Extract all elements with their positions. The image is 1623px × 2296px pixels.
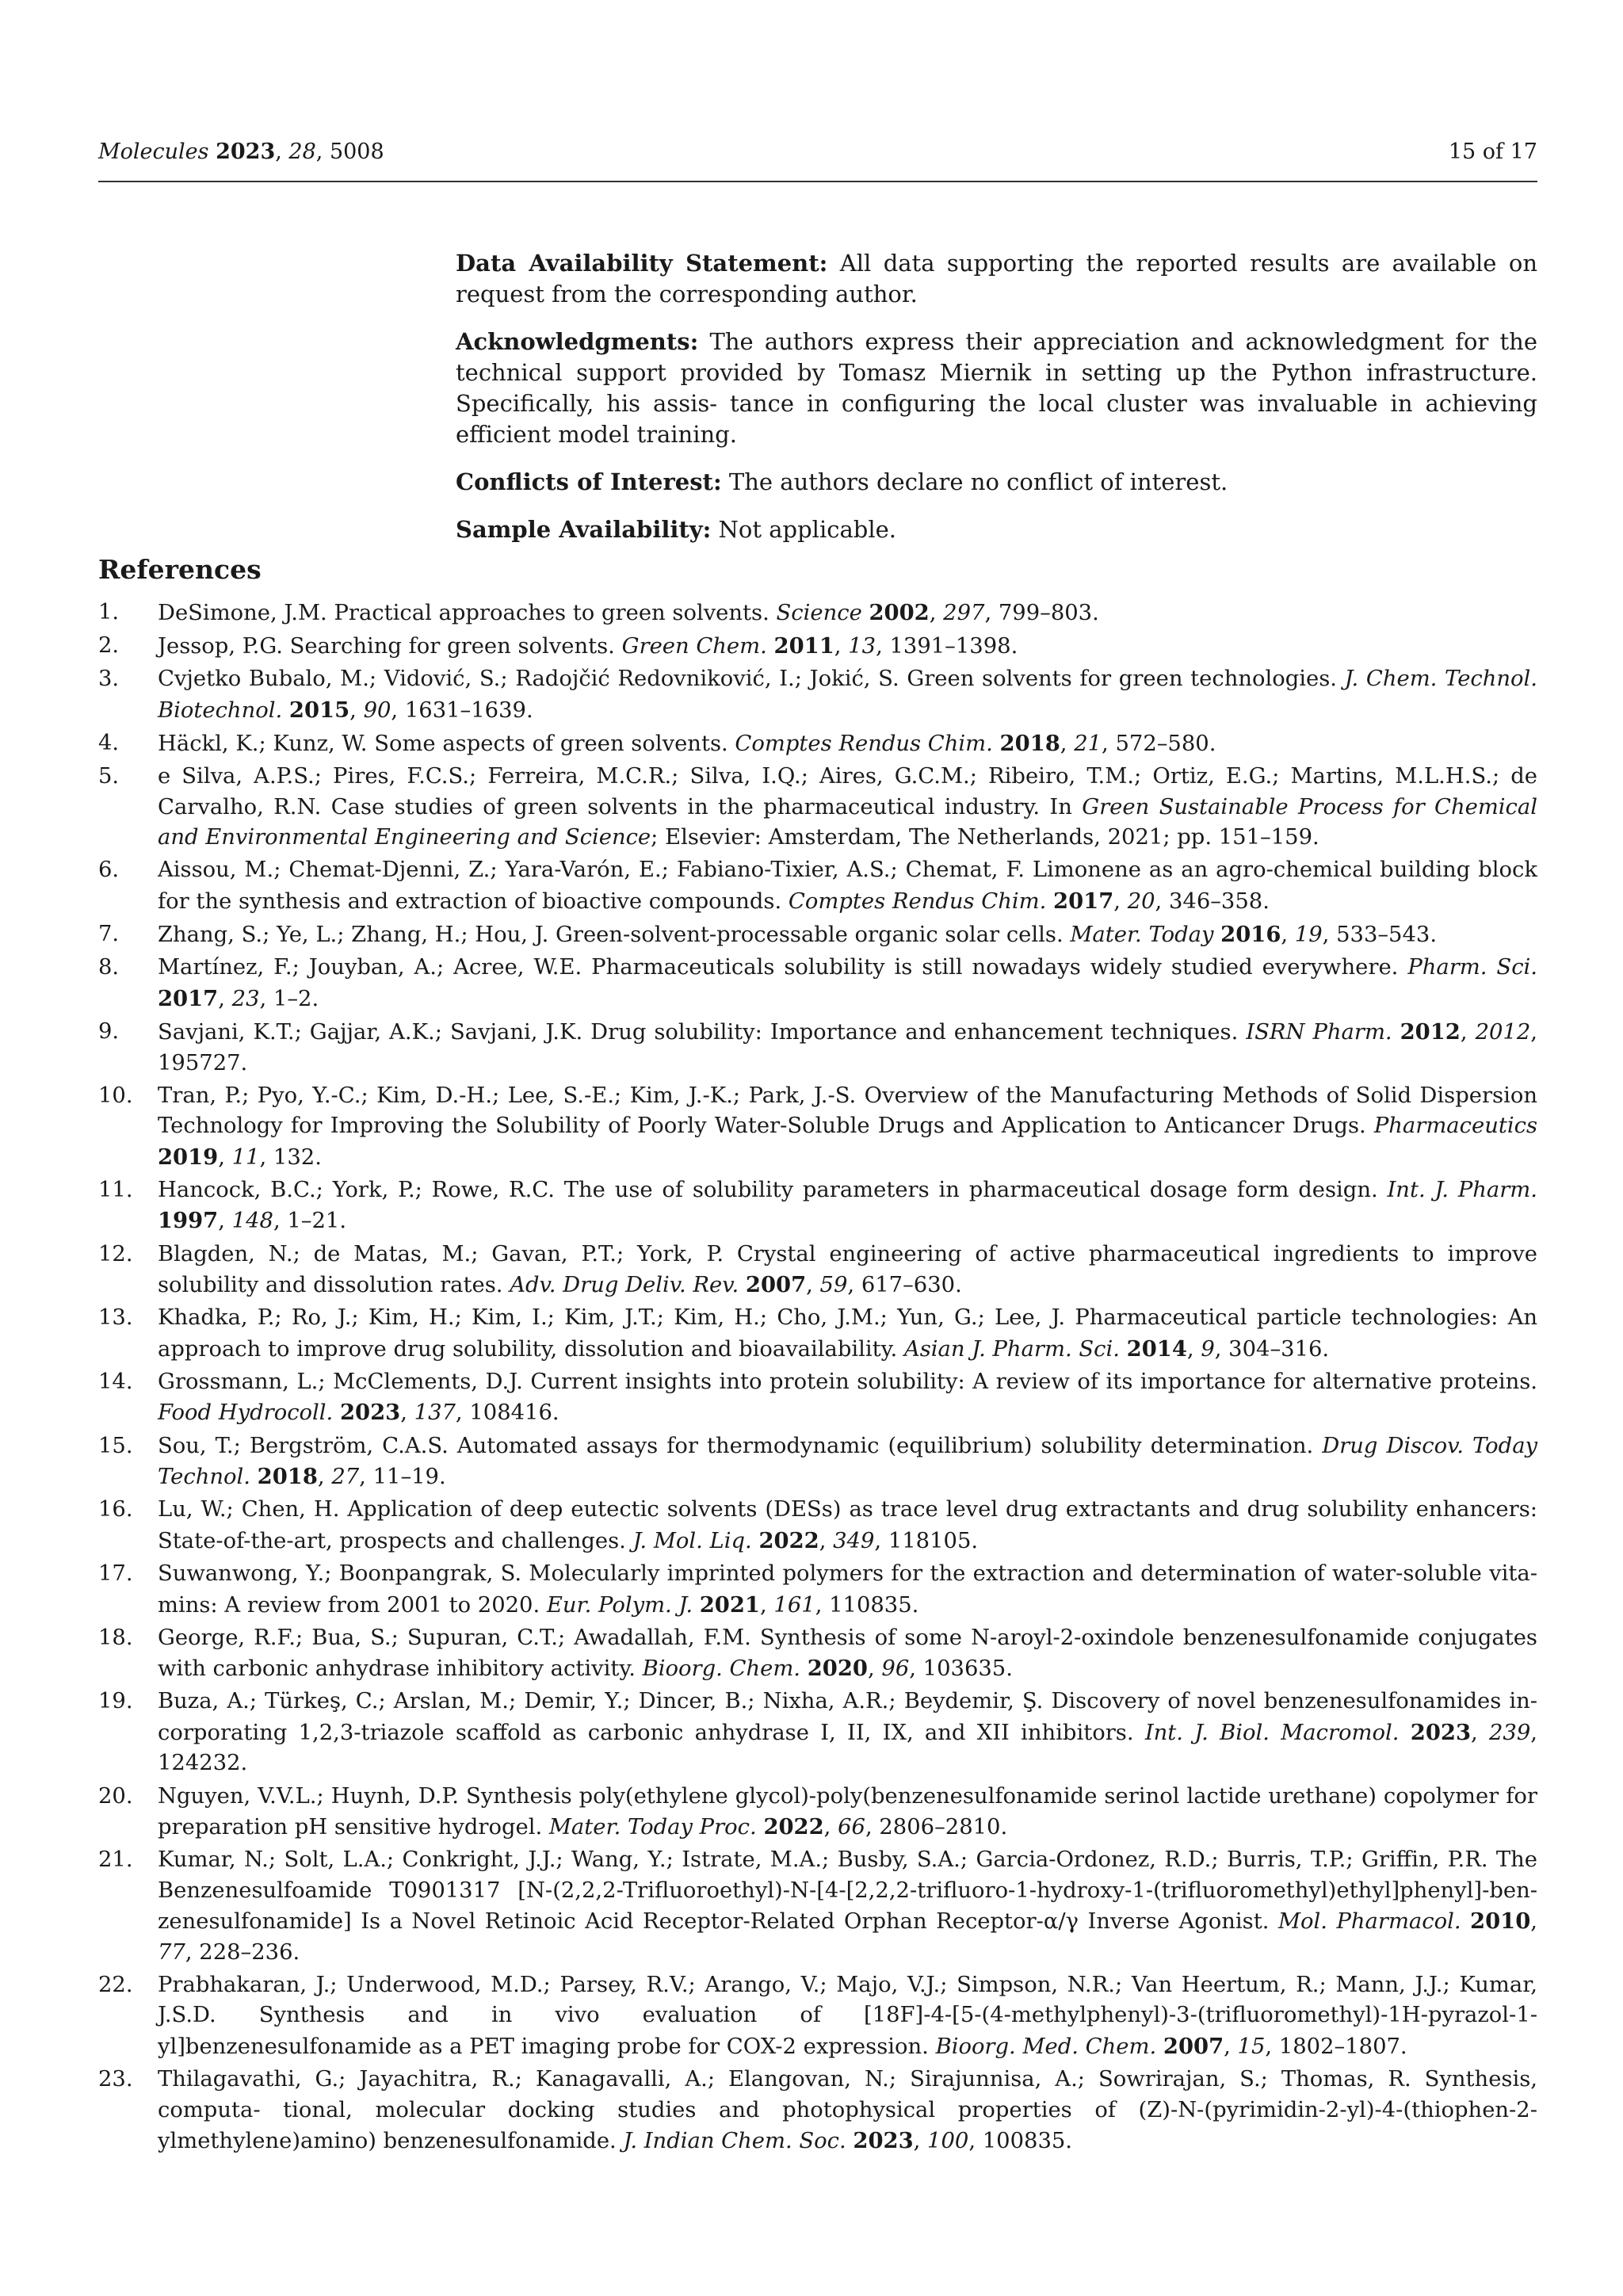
reference-number: 22. xyxy=(98,1972,133,1997)
reference-text: Aissou, M.; Chemat-Djenni, Z.; Yara-Varón, E.; Fabiano-Tixier, A.S.; Chemat, F. Limonene as an agro-chemical building block for the synthesis and extraction of bioactive compounds. Comptes Rendus Chim. 2017, 20, 346–358. xyxy=(158,858,1537,914)
reference-item xyxy=(98,855,1537,917)
reference-text: Buza, A.; Türkeş, C.; Arslan, M.; Demir, Y.; Dincer, B.; Nixha, A.R.; Beydemir, Ş. Discovery of novel benzenesulfonamides in- corporating 1,2,3-triazole scaffold as carbonic anhydrase I, II, IX, and XII inhibitors. Int. J. Biol. Macromol. 2023, 239, 124232. xyxy=(158,1689,1537,1776)
reference-item xyxy=(98,1559,1537,1621)
reference-item xyxy=(98,762,1537,854)
reference-item xyxy=(98,919,1537,951)
statement-paragraph xyxy=(456,248,1537,310)
reference-number: 20. xyxy=(98,1783,133,1809)
reference-number: 2. xyxy=(98,633,120,659)
reference-item xyxy=(98,1175,1537,1237)
reference-number: 17. xyxy=(98,1561,133,1586)
reference-number: 13. xyxy=(98,1305,133,1331)
reference-number: 10. xyxy=(98,1083,133,1108)
reference-number: 1. xyxy=(98,600,120,625)
reference-number: 12. xyxy=(98,1241,133,1266)
reference-text: e Silva, A.P.S.; Pires, F.C.S.; Ferreira, M.C.R.; Silva, I.Q.; Aires, G.C.M.; Ribeiro, T.M.; Ortiz, E.G.; Martins, M.L.H.S.; de Carvalho, R.N. Case studies of green solvents in the pharmaceutical industry. In Green Sustainable Process for Chemical and Environmental Engineering and Science; Elsevier: Amsterdam, The Netherlands, 2021; pp. 151–159. xyxy=(158,764,1537,850)
reference-item xyxy=(98,1431,1537,1493)
reference-number: 9. xyxy=(98,1019,120,1044)
reference-text: Blagden, N.; de Matas, M.; Gavan, P.T.; York, P. Crystal engineering of active pharmaceutical ingredients to improve solubility and dissolution rates. Adv. Drug Deliv. Rev. 2007, 59, 617–630. xyxy=(158,1241,1537,1298)
reference-text: Prabhakaran, J.; Underwood, M.D.; Parsey, R.V.; Arango, V.; Majo, V.J.; Simpson, N.R.; Van Heertum, R.; Mann, J.J.; Kumar, J.S.D. Synthesis and in vivo evaluation of [18F]-4-[5-(4-methylphenyl)-3-(trifluoromethyl)-1H-pyrazol-1-yl]benzenesulfonamide as a PET imaging probe for COX-2 expression. Bioorg. Med. Chem. 2007, 15, 1802–1807. xyxy=(158,1972,1537,2059)
statement-paragraph xyxy=(456,327,1537,450)
statement-label: Conflicts of Interest: xyxy=(456,468,722,495)
statement-text: Not applicable. xyxy=(711,516,896,543)
reference-item xyxy=(98,1687,1537,1779)
reference-text: Hancock, B.C.; York, P.; Rowe, R.C. The use of solubility parameters in pharmaceutical dosage form design. Int. J. Pharm. 1997, 148, 1–21. xyxy=(158,1177,1537,1234)
reference-number: 14. xyxy=(98,1369,133,1394)
reference-text: Kumar, N.; Solt, L.A.; Conkright, J.J.; Wang, Y.; Istrate, M.A.; Busby, S.A.; Garcia-Ordonez, R.D.; Burris, T.P.; Griffin, P.R. The Benzenesulfoamide T0901317 [N-(2,2,2-Trifluoroethyl)-N-[4-[2,2,2-trifluoro-1-hydroxy-1-(trifluoromethyl)ethyl]phenyl]-ben- zenesulfonamide] Is a Novel Retinoic Acid Receptor-Related Orphan Receptor-α/γ Inverse Agonist. Mol. Pharmacol. 2010, 77, 228–236. xyxy=(158,1847,1537,1965)
reference-text: George, R.F.; Bua, S.; Supuran, C.T.; Awadallah, F.M. Synthesis of some N-aroyl-2-oxindole benzenesulfonamide conjugates with carbonic anhydrase inhibitory activity. Bioorg. Chem. 2020, 96, 103635. xyxy=(158,1625,1537,1682)
reference-number: 18. xyxy=(98,1625,133,1650)
statement-label: Data Availability Statement: xyxy=(456,250,828,277)
reference-item xyxy=(98,1782,1537,1843)
reference-text: Zhang, S.; Ye, L.; Zhang, H.; Hou, J. Green-solvent-processable organic solar cells. Mater. Today 2016, 19, 533–543. xyxy=(158,922,1438,948)
reference-text: Lu, W.; Chen, H. Application of deep eutectic solvents (DESs) as trace level drug extractants and drug solubility enhancers: State-of-the-art, prospects and challenges. J. Mol. Liq. 2022, 349, 118105. xyxy=(158,1497,1537,1553)
reference-text: Jessop, P.G. Searching for green solvents. Green Chem. 2011, 13, 1391–1398. xyxy=(158,633,1018,659)
reference-text: Sou, T.; Bergström, C.A.S. Automated assays for thermodynamic (equilibrium) solubility determination. Drug Discov. Today Technol. 2018, 27, 11–19. xyxy=(158,1433,1538,1490)
page-number: 15 of 17 xyxy=(1448,139,1537,164)
reference-item xyxy=(98,728,1537,760)
reference-item xyxy=(98,598,1537,629)
reference-text: Martínez, F.; Jouyban, A.; Acree, W.E. Pharmaceuticals solubility is still nowadays widely studied everywhere. Pharm. Sci. 2017, 23, 1–2. xyxy=(158,955,1537,1011)
reference-text: Savjani, K.T.; Gajjar, A.K.; Savjani, J.K. Drug solubility: Importance and enhancement techniques. ISRN Pharm. 2012, 2012, 195727. xyxy=(158,1019,1537,1075)
reference-text: DeSimone, J.M. Practical approaches to green solvents. Science 2002, 297, 799–803. xyxy=(158,600,1099,625)
statement-paragraph xyxy=(456,514,1537,545)
reference-number: 6. xyxy=(98,858,120,883)
statement-label: Acknowledgments: xyxy=(456,328,699,355)
reference-item xyxy=(98,1081,1537,1174)
references-heading: References xyxy=(98,554,262,585)
reference-item xyxy=(98,1623,1537,1685)
reference-number: 3. xyxy=(98,667,120,692)
reference-item xyxy=(98,1367,1537,1429)
reference-item xyxy=(98,1970,1537,2063)
statement-paragraph xyxy=(456,467,1537,498)
references-list xyxy=(98,598,1537,2159)
reference-number: 19. xyxy=(98,1689,133,1714)
reference-item xyxy=(98,2065,1537,2157)
reference-number: 11. xyxy=(98,1177,133,1202)
reference-item xyxy=(98,1303,1537,1365)
reference-number: 7. xyxy=(98,922,120,947)
reference-item xyxy=(98,1240,1537,1301)
reference-text: Nguyen, V.V.L.; Huynh, D.P. Synthesis poly(ethylene glycol)-poly(benzenesulfonamide serinol lactide urethane) copolymer for preparation pH sensitive hydrogel. Mater. Today Proc. 2022, 66, 2806–2810. xyxy=(158,1783,1537,1840)
reference-number: 8. xyxy=(98,955,120,980)
reference-text: Grossmann, L.; McClements, D.J. Current insights into protein solubility: A review of its importance for alternative proteins. Food Hydrocoll. 2023, 137, 108416. xyxy=(158,1369,1537,1426)
reference-text: Thilagavathi, G.; Jayachitra, R.; Kanagavalli, A.; Elangovan, N.; Sirajunnisa, A.; Sowrirajan, S.; Thomas, R. Synthesis, computa- tional, molecular docking studies and photophysical properties of (Z)-N-(pyrimidin-2-yl)-4-(thiophen-2-ylmethylene)amino) benzenesulfonamide. J. Indian Chem. Soc. 2023, 100, 100835. xyxy=(158,2067,1537,2154)
reference-item xyxy=(98,953,1537,1014)
reference-text: Cvjetko Bubalo, M.; Vidović, S.; Radojčić Redovniković, I.; Jokić, S. Green solvents for green technologies. J. Chem. Technol. Biotechnol. 2015, 90, 1631–1639. xyxy=(158,667,1537,723)
statement-text: The authors declare no conflict of interest. xyxy=(721,468,1228,495)
reference-text: Suwanwong, Y.; Boonpangrak, S. Molecularly imprinted polymers for the extraction and determination of water-soluble vita- mins: A review from 2001 to 2020. Eur. Polym. J. 2021, 161, 110835. xyxy=(158,1561,1537,1618)
reference-text: Khadka, P.; Ro, J.; Kim, H.; Kim, I.; Kim, J.T.; Kim, H.; Cho, J.M.; Yun, G.; Lee, J. Pharmaceutical particle technologies: An approach to improve drug solubility, dissolution and bioavailability. Asian J. Pharm. Sci. 2014, 9, 304–316. xyxy=(158,1305,1537,1362)
back-matter-statements xyxy=(456,248,1537,562)
reference-number: 21. xyxy=(98,1847,133,1873)
header-rule xyxy=(98,181,1537,182)
reference-number: 16. xyxy=(98,1497,133,1522)
statement-text: All data supporting the reported results are available on request from the corresponding author. xyxy=(456,250,1537,308)
reference-number: 23. xyxy=(98,2067,133,2092)
reference-item xyxy=(98,664,1537,726)
running-header xyxy=(98,139,1537,179)
reference-number: 15. xyxy=(98,1433,133,1458)
reference-text: Tran, P.; Pyo, Y.-C.; Kim, D.-H.; Lee, S.-E.; Kim, J.-K.; Park, J.-S. Overview of the Manufacturing Methods of Solid Dispersion Technology for Improving the Solubility of Poorly Water-Soluble Drugs and Application to Anticancer Drugs. Pharmaceutics 2019, 11, 132. xyxy=(158,1083,1537,1170)
reference-text: Häckl, K.; Kunz, W. Some aspects of green solvents. Comptes Rendus Chim. 2018, 21, 572–580. xyxy=(158,731,1216,757)
reference-number: 4. xyxy=(98,731,120,756)
reference-item xyxy=(98,631,1537,663)
statement-label: Sample Availability: xyxy=(456,516,712,543)
reference-item xyxy=(98,1495,1537,1557)
reference-number: 5. xyxy=(98,764,120,789)
statement-text: The authors express their appreciation and acknowledgment for the technical support provided by Tomasz Miernik in setting up the Python infrastructure. Specifically, his assis- tance in configuring the local cluster was invaluable in achieving efficient model training. xyxy=(456,328,1537,448)
journal-citation: Molecules 2023, 28, 5008 xyxy=(98,139,384,164)
reference-item xyxy=(98,1845,1537,1968)
reference-item xyxy=(98,1017,1537,1079)
